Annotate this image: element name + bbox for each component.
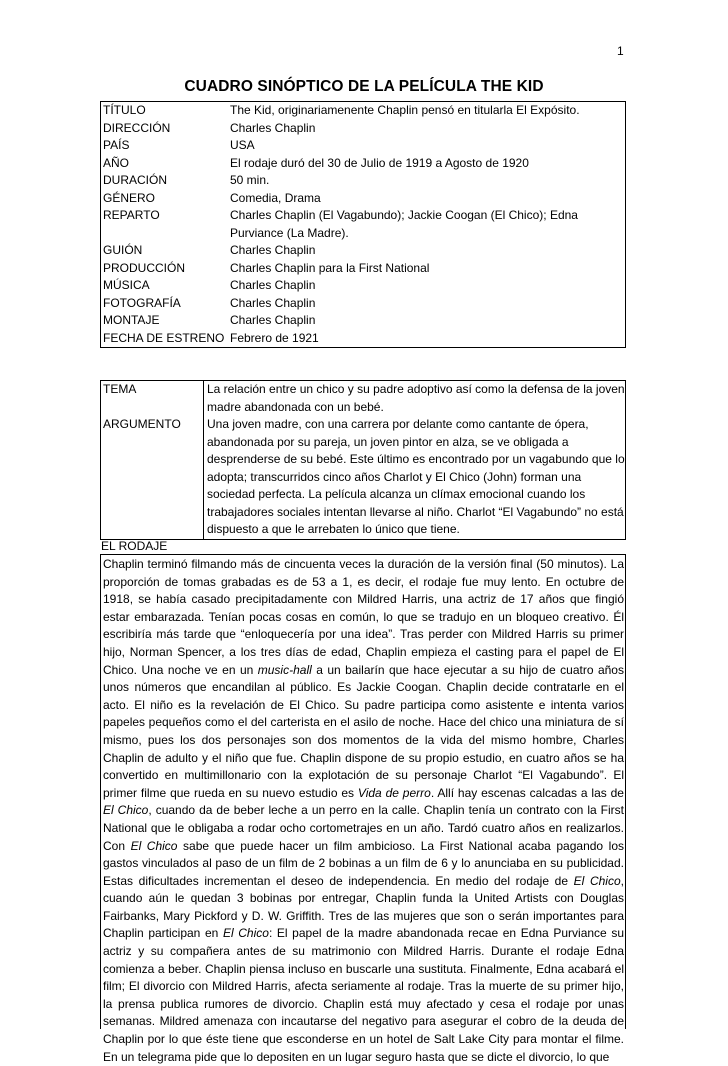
rodaje-text-segment: sabe que puede hacer un film ambicioso. La First National acaba pagando los gastos vinculados al paso de un film de 2 bobinas a un film de 6 y lo anunciaba en su publicidad. Estas dificultades incrementan el deseo de independencia. En medio del rodaje de [103,838,625,888]
sheet-value: Charles Chaplin [227,242,626,260]
argumento-value: Una joven madre, con una carrera por delante como cantante de ópera, abandonada por su pareja, un joven pintor en alza, se ve obligada a desprenderse de su bebé. Este último es encontrado por un vagabundo que lo adopta; transcurridos cinco años Charlot y El Chico (John) forman una sociedad perfecta. La película alcanza un clímax emocional cuando los trabajadores sociales intentan llevarse al niño. Charlot “El Vagabundo” no está dispuesto a que le arrebaten lo único que tiene. [204,416,626,539]
sheet-label: MONTAJE [101,312,228,330]
sheet-row-guion [101,242,626,260]
sheet-row-fotografia [101,295,626,313]
sheet-label: DURACIÓN [101,172,228,190]
technical-sheet-table [100,101,626,348]
sheet-label: MÚSICA [101,277,228,295]
sheet-label: AÑO [101,155,228,173]
sheet-row-musica [101,277,626,295]
sheet-row-pais [101,137,626,155]
sheet-row-montaje [101,312,626,330]
sheet-row-fecha-estreno [101,330,626,348]
rodaje-italic-segment: music-hall [257,662,312,677]
sheet-label: REPARTO [101,207,228,242]
sheet-value: Febrero de 1921 [227,330,626,348]
sheet-row-reparto [101,207,626,242]
theme-row-tema [101,381,626,417]
page-number: 1 [617,44,624,58]
rodaje-box [100,554,626,1064]
theme-plot-table [100,380,626,540]
rodaje-text-segment: , cuando da de beber leche a un perro en la calle. Chaplin tenía un contrato con la First National que le obligaba a rodar ocho cortometrajes en un año. Tardó cuatro años en realizarlos. Con [103,803,624,853]
tema-value: La relación entre un chico y su padre adoptivo así como la defensa de la joven madre abandonada con un bebé. [204,381,626,417]
sheet-label: FECHA DE ESTRENO [101,330,228,348]
rodaje-italic-segment: El Chico [130,838,178,853]
rodaje-text-segment: Chaplin terminó filmando más de cincuenta veces la duración de la versión final (50 minutos). La proporción de tomas grabadas es de 53 a 1, es decir, el rodaje fue muy lento. En octubre de 1918, se había casado precipitadamente con Mildred Harris, una actriz de 17 años que fingió estar embarazada. Tenían pocas cosas en común, lo que se tradujo en un bloqueo creativo. Él escribiría más tarde que “enloquecería por una idea”. Tras perder con Mildred Harris su primer hijo, Norman Spencer, a los tres días de edad, Chaplin empieza el casting para el papel de El Chico. Una noche ve en un [103,557,624,677]
argumento-label: ARGUMENTO [101,416,204,539]
sheet-value: Charles Chaplin [227,312,626,330]
rodaje-text-segment: : El papel de la madre abandonada recae en Edna Purviance su actriz y su compañera antes de su matrimonio con Mildred Harris. Durante el rodaje Edna comienza a beber. Chaplin piensa incluso en buscarle una sustituta. Finalmente, Edna acabará el film; El divorcio con Mildred Harris, afecta seriamente al rodaje. Tras la muerte de su primer hijo, la prensa publica rumores de divorcio. Chaplin está muy afectado y cesa el rodaje por unas semanas. Mildred amenaza con incautarse del negativo para asegurar el cobro de la deuda de Chaplin por lo que éste tiene que esconderse en un hotel de Salt Lake City para montar el filme. En un telegrama pide que lo depositen en un lugar seguro hasta que se dicte el divorcio, lo que [103,926,625,1064]
tema-label: TEMA [101,381,204,417]
rodaje-text-segment: a un bailarín que hace ejecutar a su hijo de cuatro años unos números que encandilan al público. Es Jackie Coogan. Chaplin decide contratarle en el acto. El niño es la revelación de El Chico. Su padre participa como asistente e intenta varios papeles pequeños como el del carterista en el asilo de noche. Hace del chico una miniatura de sí mismo, pues los dos personajes son dos momentos de la vida del mismo hombre, Charles Chaplin de adulto y el niño que fue. Chaplin dispone de su propio estudio, en cuatro años se ha convertido en multimillonario con la explotación de su personaje Charlot “El Vagabundo”. El primer filme que rueda en su nuevo estudio es [103,662,624,800]
sheet-value: Charles Chaplin [227,277,626,295]
sheet-value: USA [227,137,626,155]
sheet-row-produccion [101,260,626,278]
sheet-value: 50 min. [227,172,626,190]
rodaje-text [101,555,625,1066]
rodaje-italic-segment: Vida de perro [357,785,431,800]
sheet-row-direccion [101,120,626,138]
sheet-label: DIRECCIÓN [101,120,228,138]
rodaje-heading: EL RODAJE [101,539,168,553]
sheet-value: Charles Chaplin [227,295,626,313]
sheet-value: Comedia, Drama [227,190,626,208]
rodaje-italic-segment: El Chico [573,873,621,888]
sheet-label: GUIÓN [101,242,228,260]
rodaje-italic-segment: El Chico [222,926,269,941]
sheet-row-titulo [101,102,626,120]
sheet-value: The Kid, originariamenente Chaplin pensó en titularla El Expósito. [227,102,626,120]
rodaje-italic-segment: El Chico [103,803,149,818]
sheet-value: El rodaje duró del 30 de Julio de 1919 a Agosto de 1920 [227,155,626,173]
sheet-label: PAÍS [101,137,228,155]
rodaje-text-segment: . Allí hay escenas calcadas a las de [430,785,624,800]
sheet-row-duracion [101,172,626,190]
sheet-row-genero [101,190,626,208]
document-title: CUADRO SINÓPTICO DE LA PELÍCULA THE KID [184,78,544,95]
sheet-value: Charles Chaplin [227,120,626,138]
theme-row-argumento [101,416,626,539]
rodaje-text-segment: , cuando aún le quedan 3 bobinas por entregar, Chaplin funda la United Artists con Douglas Fairbanks, Mary Pickford y D. W. Griffith. Tres de las mujeres que son o serán importantes para Chaplin participan en [103,873,624,941]
sheet-label: GÉNERO [101,190,228,208]
sheet-label: FOTOGRAFÍA [101,295,228,313]
sheet-label: PRODUCCIÓN [101,260,228,278]
sheet-row-ano [101,155,626,173]
sheet-value: Charles Chaplin (El Vagabundo); Jackie Coogan (El Chico); Edna Purviance (La Madre). [227,207,626,242]
sheet-value: Charles Chaplin para la First National [227,260,626,278]
sheet-label: TÍTULO [101,102,228,120]
